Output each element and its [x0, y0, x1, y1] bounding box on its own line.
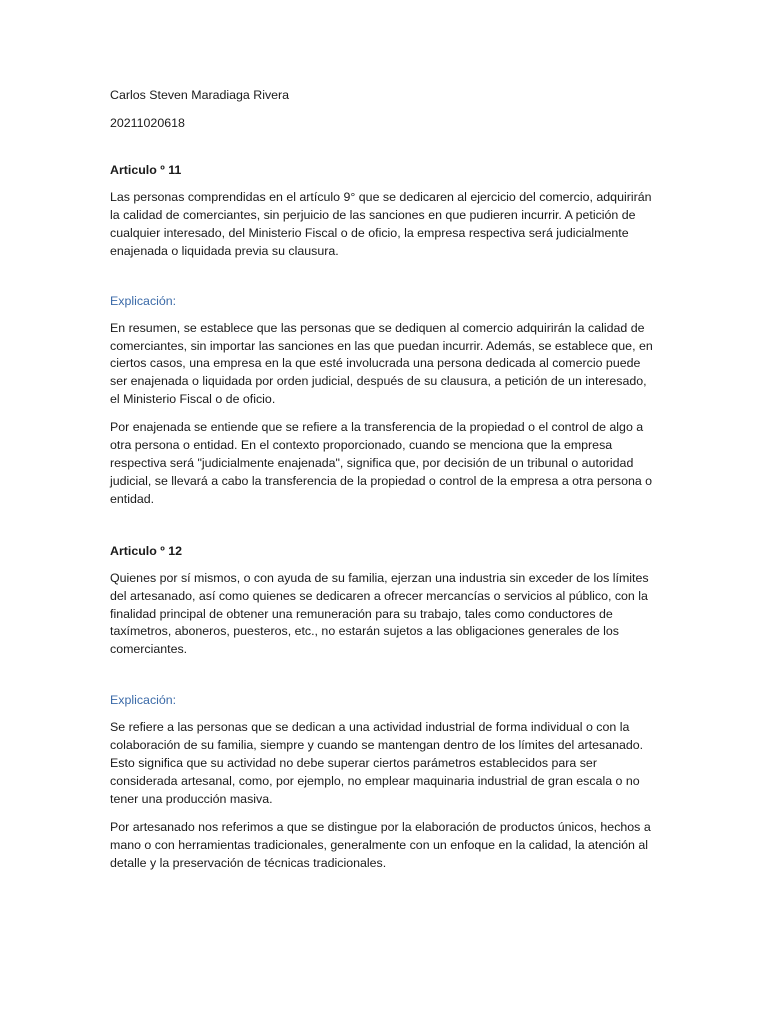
article-12-text: Quienes por sí mismos, o con ayuda de su familia, ejerzan una industria sin exceder de los límites del artesanado, así como quienes se dedicaren a ofrecer mercancías o servicios al público, con la finalidad principal de obtener una remuneración para su trabajo, tales como conductores de taxímetros, aboneros, puesteros, etc., no estarán sujetos a las obligaciones generales de los comerciantes.: [110, 570, 649, 657]
article-12-explanation-label: Explicación:: [110, 693, 177, 708]
author-name: Carlos Steven Maradiaga Rivera: [110, 88, 290, 102]
document-page: [110, 86, 658, 872]
student-id: 20211020618: [110, 116, 185, 130]
article-11-explanation-label: Explicación:: [110, 293, 177, 308]
article-11-explanation-paragraph-1: En resumen, se establece que las personas que se dediquen al comercio adquirirán la calidad de comerciantes, sin importar las sanciones en las que puedan incurrir. Además, se establece que, en ciertos casos, una empresa en la que esté involucrada una persona dedicada al comercio puede ser enajenada o liquidada por orden judicial, después de su clausura, a petición de un interesado, el Ministerio Fiscal o de oficio.: [110, 320, 653, 407]
article-11-text: Las personas comprendidas en el artículo 9° que se dedicaren al ejercicio del comercio, adquirirán la calidad de comerciantes, sin perjuicio de las sanciones en que pudieren incurrir. A petición de cualquier interesado, del Ministerio Fiscal o de oficio, la empresa respectiva será judicialmente enajenada o liquidada previa su clausura.: [110, 190, 652, 258]
article-11-heading: Articulo º 11: [110, 163, 182, 177]
article-12-explanation-paragraph-1: Se refiere a las personas que se dedican a una actividad industrial de forma individual o con la colaboración de su familia, siempre y cuando se mantengan dentro de los límites del artesanado. Esto significa que su actividad no debe superar ciertos parámetros establecidos para ser considerada artesanal, como, por ejemplo, no emplear maquinaria industrial de gran escala o no tener una producción masiva.: [110, 720, 644, 806]
article-12-explanation-paragraph-2: Por artesanado nos referimos a que se distingue por la elaboración de productos únicos, hechos a mano o con herramientas tradicionales, generalmente con un enfoque en la calidad, la atención al detalle y la preservación de técnicas tradicionales.: [110, 819, 651, 870]
article-11-explanation-paragraph-2: Por enajenada se entiende que se refiere a la transferencia de la propiedad o el control de algo a otra persona o entidad. En el contexto proporcionado, cuando se menciona que la empresa respectiva será "judicialmente enajenada", significa que, por decisión de un tribunal o autoridad judicial, se llevará a cabo la transferencia de la propiedad o control de la empresa a otra persona o entidad.: [110, 420, 653, 506]
article-12-heading: Articulo º 12: [110, 543, 183, 558]
